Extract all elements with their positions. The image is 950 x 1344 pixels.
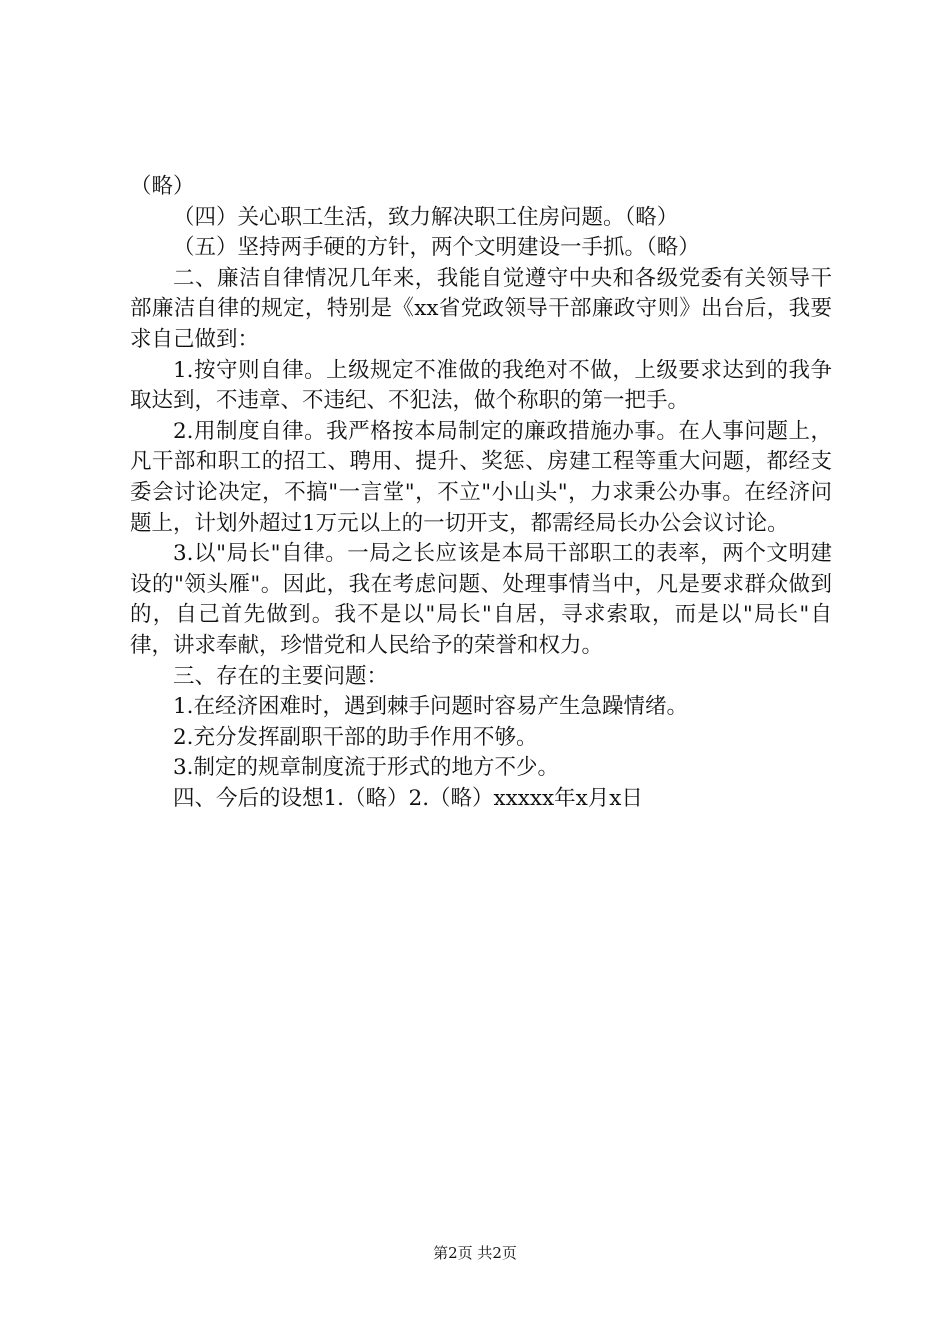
page-number-label: 第2页 共2页 (433, 1244, 517, 1262)
document-body (130, 172, 832, 814)
paragraph-problem-3: 3.制定的规章制度流于形式的地方不少。 (173, 755, 560, 781)
paragraph-rule-3: 3.以"局长"自律。一局之长应该是本局干部职工的表率，两个文明建设的"领头雁"。因此，我在考虑问题、处理事情当中，凡是要求群众做到的，自己首先做到。我不是以"局长"自居，寻求索取，而是以"局长"自律，讲求奉献，珍惜党和人民给予的荣誉和权力。 (130, 541, 832, 658)
paragraph-lve-continuation: （略） (130, 174, 195, 199)
paragraph-integrity-heading: 二、廉洁自律情况几年来，我能自觉遵守中央和各级党委有关领导干部廉洁自律的规定，特别是《xx省党政领导干部廉政守则》出台后，我要求自己做到： (130, 265, 832, 352)
page-footer (0, 1243, 950, 1263)
paragraph-section-4: （四）关心职工生活，致力解决职工住房问题。（略） (173, 204, 679, 230)
paragraph-problem-1: 1.在经济困难时，遇到棘手问题时容易产生急躁情绪。 (173, 694, 689, 720)
paragraph-problem-2: 2.充分发挥副职干部的助手作用不够。 (173, 724, 538, 750)
paragraph-future-plans: 四、今后的设想1.（略）2.（略）xxxxx年x月x日 (173, 785, 643, 811)
paragraph-rule-1: 1.按守则自律。上级规定不准做的我绝对不做，上级要求达到的我争取达到，不违章、不违纪、不犯法，做个称职的第一把手。 (130, 357, 832, 414)
paragraph-problems-heading: 三、存在的主要问题： (173, 663, 389, 689)
paragraph-rule-2: 2.用制度自律。我严格按本局制定的廉政措施办事。在人事问题上，凡干部和职工的招工、聘用、提升、奖惩、房建工程等重大问题，都经支委会讨论决定，不搞"一言堂"，不立"小山头"，力求秉公办事。在经济问题上，计划外超过1万元以上的一切开支，都需经局长办公会议讨论。 (130, 418, 832, 536)
paragraph-section-5: （五）坚持两手硬的方针，两个文明建设一手抓。（略） (173, 235, 700, 261)
